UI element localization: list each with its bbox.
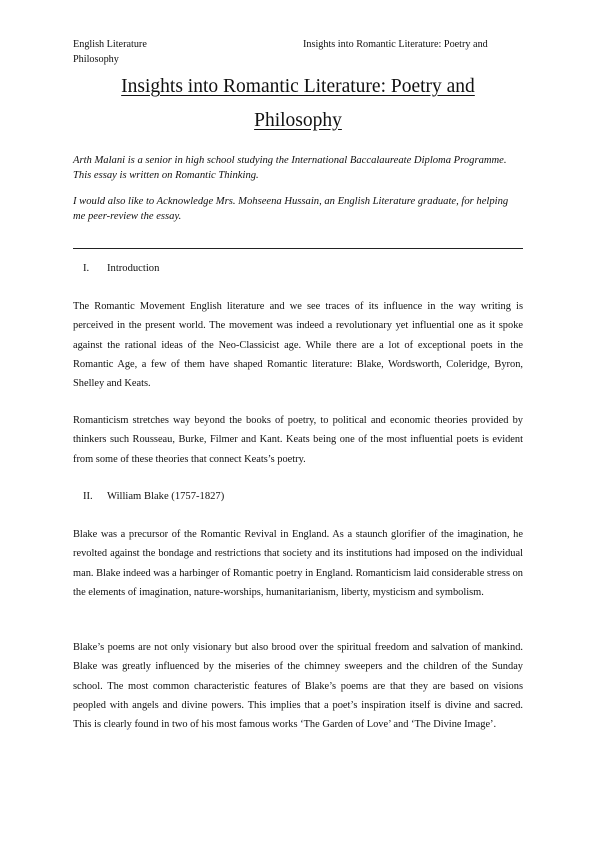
paragraph-intro-1: The Romantic Movement English literature and we see traces of its influence in the way writing is perceived in the present world. The movement was indeed a revolutionary yet influential one as it spoke against the rational ideas of the Neo-Classicist age. While there are a lot of exceptional poets in the Romantic Age, a few of them have shaped Romantic literature: Blake, Wordsworth, Coleridge, Byron, Shelley and Keats. — [73, 301, 523, 390]
section-title: Introduction — [107, 263, 160, 274]
author-note: Arth Malani is a senior in high school studying the International Baccalaureate Diploma Programme. This essay is written on Romantic Thinking. — [73, 155, 507, 181]
section-heading-blake — [83, 490, 224, 504]
section-heading-introduction — [83, 262, 159, 276]
running-header-left — [73, 37, 253, 67]
paragraph-blake-2: Blake’s poems are not only visionary but also brood over the spiritual freedom and salvation of mankind. Blake was greatly influenced by the miseries of the chimney sweepers and the children of the Sunday school. The most common characteristic features of Blake’s poems are that they are based on visions peopled with angels and divine powers. This implies that a poet’s inspiration itself is divine and sacred. This is clearly found in two of his most famous works ‘The Garden of Love’ and ‘The Divine Image’. — [73, 642, 523, 731]
section-numeral: I. — [83, 263, 90, 274]
header-left-line2: Philosophy — [73, 54, 119, 65]
header-left-line1: English Literature — [73, 39, 147, 50]
acknowledgement: I would also like to Acknowledge Mrs. Mohseena Hussain, an English Literature graduate, for helping me peer-review the essay. — [73, 196, 509, 222]
paragraph-intro-2: Romanticism stretches way beyond the books of poetry, to political and economic theories provided by thinkers such Rousseau, Burke, Filmer and Kant. Keats being one of the most influential poets is evident from some of these theories that connect Keats’s poetry. — [73, 415, 523, 465]
running-header-right: Insights into Romantic Literature: Poetry and — [303, 39, 488, 50]
section-title: William Blake (1757-1827) — [107, 491, 225, 502]
document-title — [73, 70, 523, 138]
section-numeral: II. — [83, 491, 93, 502]
paragraph-blake-1: Blake was a precursor of the Romantic Revival in England. As a staunch glorifier of the imagination, he revolted against the bondage and restrictions that society and its institutions had imposed on the individual man. Blake indeed was a harbinger of Romantic poetry in England. Romanticism laid considerable stress on the elements of imagination, nature-worships, humanitarianism, liberty, mysticism and symbolism. — [73, 529, 523, 598]
title-line-2: Philosophy — [254, 110, 342, 131]
divider-rule — [73, 248, 523, 249]
title-line-1: Insights into Romantic Literature: Poetry and — [121, 76, 475, 97]
